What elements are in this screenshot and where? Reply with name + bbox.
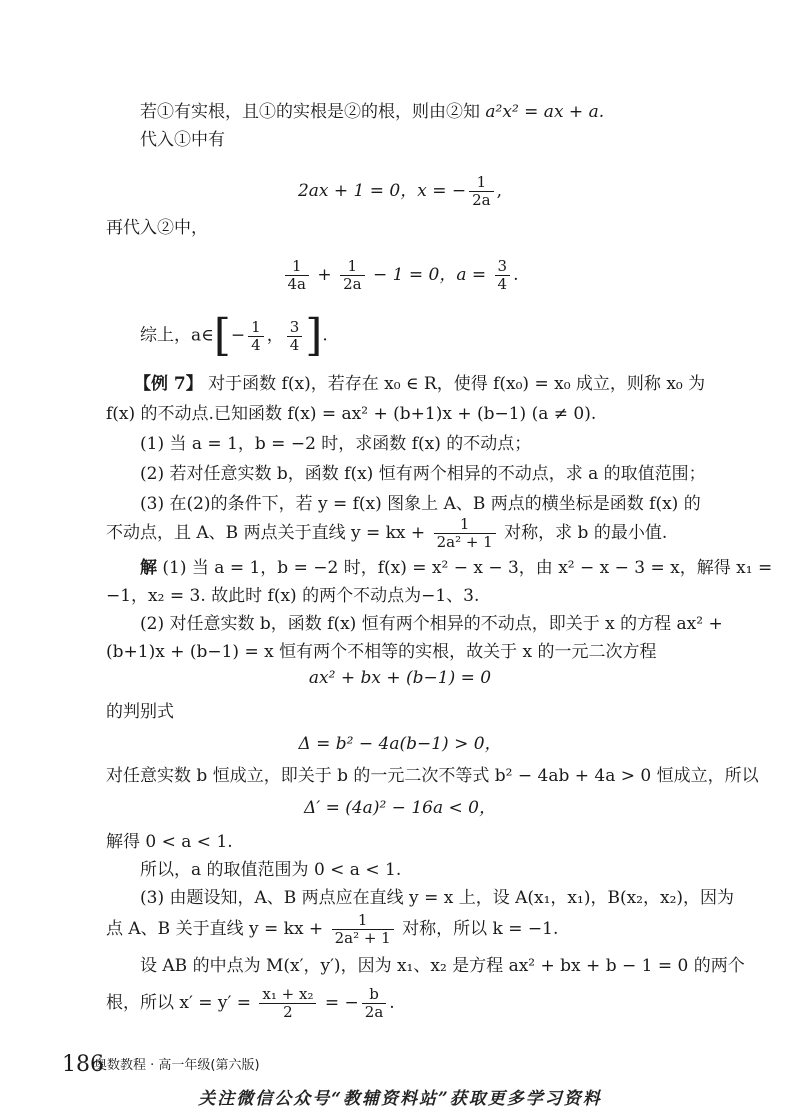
- solution-1-cont: −1，x₂ = 3. 故此时 f(x) 的两个不动点为−1、3.: [106, 586, 480, 606]
- fraction: $\frac{1}{\text{2a² + 1}}$: [434, 516, 496, 551]
- discriminant-label: 的判别式: [106, 702, 174, 722]
- solution-2-range: 所以，a 的取值范围为 0 < a < 1.: [140, 860, 402, 880]
- solution-2-cont: (b+1)x + (b−1) = x 恒有两个不相等的实根，故关于 x 的一元二次方程: [106, 642, 657, 662]
- equation-1: 2ax + 1 = 0，x = − $\frac{1}{2a}$ ,: [297, 173, 503, 209]
- para-resubstitute: 再代入②中，: [106, 218, 208, 238]
- fraction: $\frac{1}{4}$: [248, 319, 264, 354]
- fraction: $\frac{3}{4}$: [495, 258, 511, 293]
- solution-2-result: 解得 0 < a < 1.: [106, 832, 233, 852]
- page-number: 186: [62, 1052, 104, 1077]
- question-1: (1) 当 a = 1，b = −2 时，求函数 f(x) 的不动点；: [140, 434, 532, 454]
- equation-quadratic: ax² + bx + (b−1) = 0: [308, 668, 492, 688]
- question-3-cont: 不动点，且 A、B 两点关于直线 y = kx + $\frac{1}{\text{2a² + 1}}$ 对称，求 b 的最小值.: [106, 515, 668, 551]
- solution-label: 解: [140, 558, 157, 578]
- fraction: $\frac{1}{\text{2a² + 1}}$: [332, 912, 394, 947]
- question-3: (3) 在(2)的条件下，若 y = f(x) 图象上 A、B 两点的横坐标是函数 f(x) 的: [140, 494, 701, 514]
- example-7-heading: 【例 7】 对于函数 f(x)，若存在 x₀ ∈ R，使得 f(x₀) = x₀ 成立，则称 x₀ 为: [134, 374, 706, 394]
- conclusion-range: 综上，a∈[− $\frac{1}{4}$ ， $\frac{3}{4}$ ].: [140, 310, 328, 361]
- solution-2-inequality: 对任意实数 b 恒成立，即关于 b 的一元二次不等式 b² − 4ab + 4a > 0 恒成立，所以: [106, 766, 759, 786]
- solution-3-midpoint: 设 AB 的中点为 M(x′，y′)，因为 x₁、x₂ 是方程 ax² + bx + b − 1 = 0 的两个: [140, 956, 745, 976]
- fraction: $\frac{1}{2a}$: [340, 258, 365, 293]
- para-intro: 若①有实根，且①的实根是②的根，则由②知 a²x² = ax + a.: [140, 102, 605, 122]
- fraction: $\frac{1}{4a}$: [285, 258, 310, 293]
- fraction: $\frac{\text{x₁ + x₂}}{2}$: [259, 986, 316, 1021]
- para-substitute: 代入①中有: [140, 130, 225, 150]
- watermark-text: 关注微信公众号“教辅资料站”获取更多学习资料: [198, 1089, 602, 1109]
- fraction: $\frac{3}{4}$: [287, 319, 303, 354]
- solution-3: (3) 由题设知，A、B 两点应在直线 y = x 上，设 A(x₁，x₁)，B(x₂，x₂)，因为: [140, 888, 735, 908]
- example-label: 【例 7】: [134, 374, 203, 394]
- equation-discriminant: Δ = b² − 4a(b−1) > 0，: [298, 734, 502, 754]
- fraction: $\frac{1}{2a}$: [469, 174, 494, 209]
- example-7-line2: f(x) 的不动点.已知函数 f(x) = ax² + (b+1)x + (b−1) (a ≠ 0).: [106, 404, 597, 424]
- solution-3-symmetry: 点 A、B 关于直线 y = kx + $\frac{1}{\text{2a² + 1}}$ 对称，所以 k = −1.: [106, 911, 559, 947]
- question-2: (2) 若对任意实数 b，函数 f(x) 恒有两个相异的不动点，求 a 的取值范围；: [140, 464, 706, 484]
- fraction: $\frac{b}{2a}$: [362, 986, 387, 1021]
- book-title: 奥数教程 · 高一年级(第六版): [94, 1058, 260, 1073]
- equation-2: $\frac{1}{4a}$ + $\frac{1}{2a}$ − 1 = 0，a = $\frac{3}{4}$ .: [0, 258, 800, 293]
- solution-2: (2) 对任意实数 b，函数 f(x) 恒有两个相异的不动点，即关于 x 的方程 ax² +: [140, 614, 723, 634]
- solution-1: 解 (1) 当 a = 1，b = −2 时，f(x) = x² − x − 3，由 x² − x − 3 = x，解得 x₁ =: [140, 558, 773, 578]
- solution-3-roots: 根，所以 x′ = y′ = $\frac{\text{x₁ + x₂}}{2}$ = − $\frac{b}{2a}$ .: [106, 985, 395, 1021]
- equation-discriminant-prime: Δ′ = (4a)² − 16a < 0，: [304, 798, 496, 818]
